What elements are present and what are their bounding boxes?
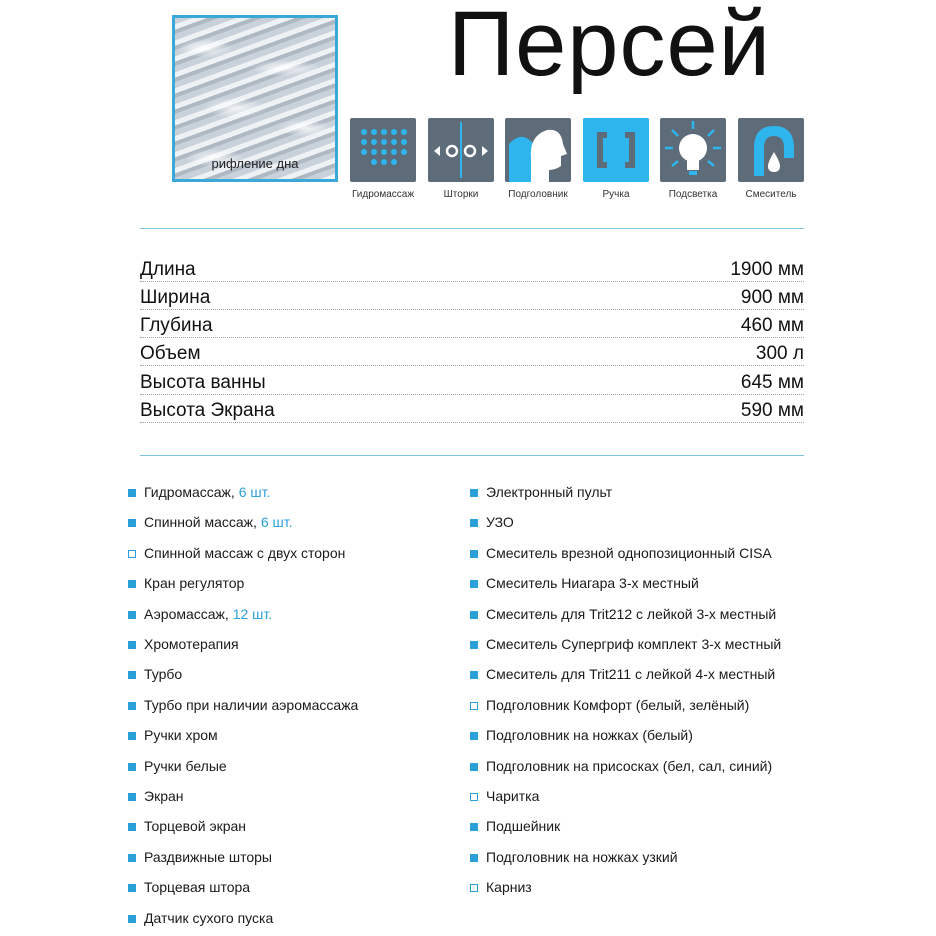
filled-square-icon (128, 915, 136, 923)
feature-text: Ручки хром (144, 727, 218, 744)
spec-label: Объем (140, 343, 205, 365)
icon-label-light: Подсветка (668, 189, 718, 200)
filled-square-icon (470, 580, 478, 588)
filled-square-icon (470, 550, 478, 558)
filled-square-icon (128, 702, 136, 710)
feature-text: Смеситель для Trit211 с лейкой 4-х местный (486, 666, 776, 683)
filled-square-icon (470, 641, 478, 649)
filled-square-icon (128, 671, 136, 679)
filled-square-icon (128, 732, 136, 740)
faucet-icon (738, 118, 804, 182)
feature-text: Спинной массаж, 6 шт. (144, 514, 293, 531)
feature-text: Экран (144, 788, 184, 804)
feature-text: Гидромассаж, 6 шт. (144, 484, 271, 500)
feature-text: Смеситель Ниагара 3-х местный (486, 575, 699, 592)
feature-text: Электронный пульт (486, 484, 613, 500)
spec-row (140, 372, 804, 400)
filled-square-icon (470, 823, 478, 831)
spec-label: Ширина (140, 287, 214, 309)
icon-label-handle: Ручка (602, 189, 630, 200)
feature-text: Аэромассаж, 12 шт. (144, 605, 273, 622)
feature-quantity: 12 шт. (232, 605, 273, 622)
spec-value: 590 мм (737, 400, 804, 422)
spec-row (140, 287, 804, 315)
feature-text: Подголовник Комфорт (белый, зелёный) (486, 696, 750, 713)
leader-dots (140, 337, 804, 338)
filled-square-icon (128, 884, 136, 892)
spec-row (140, 315, 804, 343)
feature-text: УЗО (486, 514, 514, 531)
feature-text: Смеситель для Trit212 с лейкой 3-х местный (486, 605, 777, 622)
empty-square-icon (128, 550, 136, 558)
filled-square-icon (470, 519, 478, 527)
feature-text: Смеситель врезной однопозиционный CISA (486, 544, 772, 561)
feature-text: Датчик сухого пуска (144, 909, 274, 926)
filled-square-icon (470, 732, 478, 740)
page-title: Персей (448, 0, 772, 95)
spec-value: 300 л (752, 343, 804, 365)
feature-text: Подшейник (486, 818, 561, 835)
filled-square-icon (470, 854, 478, 862)
feature-text: Хромотерапия (144, 636, 239, 652)
feature-text: Турбо (144, 666, 183, 683)
headrest-icon (505, 118, 571, 182)
feature-text: Торцевая штора (144, 879, 251, 896)
feature-text: Подголовник на ножках (белый) (486, 727, 693, 744)
divider-top (140, 228, 804, 229)
feature-text: Подголовник на присосках (бел, сал, синий) (486, 757, 773, 774)
filled-square-icon (470, 763, 478, 771)
spec-value: 900 мм (737, 287, 804, 309)
spec-value: 645 мм (737, 372, 804, 394)
filled-square-icon (470, 611, 478, 619)
icon-label-hydromassage: Гидромассаж (351, 189, 415, 200)
spec-label: Длина (140, 259, 200, 281)
feature-text: Раздвижные шторы (144, 848, 272, 865)
curtains-icon (428, 118, 494, 182)
feature-quantity: 6 шт. (238, 484, 271, 500)
feature-text: Спинной массаж с двух сторон (144, 544, 346, 561)
feature-text: Карниз (486, 879, 532, 896)
leader-dots (140, 422, 804, 423)
spec-row (140, 400, 804, 428)
filled-square-icon (470, 489, 478, 497)
feature-text: Ручки белые (144, 757, 227, 774)
filled-square-icon (128, 793, 136, 801)
feature-text: Чаритка (486, 788, 540, 804)
leader-dots (140, 365, 804, 366)
spec-label: Высота ванны (140, 372, 270, 394)
feature-quantity: 6 шт. (260, 514, 293, 531)
spec-row (140, 343, 804, 371)
filled-square-icon (128, 854, 136, 862)
hydromassage-icon (350, 118, 416, 182)
filled-square-icon (128, 641, 136, 649)
filled-square-icon (128, 519, 136, 527)
light-icon (660, 118, 726, 182)
empty-square-icon (470, 884, 478, 892)
empty-square-icon (470, 702, 478, 710)
icon-label-faucet: Смеситель (745, 189, 797, 200)
icon-label-headrest: Подголовник (508, 189, 568, 200)
feature-text: Подголовник на ножках узкий (486, 848, 678, 865)
leader-dots (140, 281, 804, 282)
feature-text: Кран регулятор (144, 575, 245, 592)
spec-value: 460 мм (737, 315, 804, 337)
filled-square-icon (128, 489, 136, 497)
icon-label-curtains: Шторки (443, 189, 479, 200)
spec-label: Глубина (140, 315, 217, 337)
leader-dots (140, 394, 804, 395)
leader-dots (140, 309, 804, 310)
spec-value: 1900 мм (726, 259, 804, 281)
swatch-label: рифление дна (211, 156, 299, 171)
feature-text: Торцевой экран (144, 818, 247, 835)
filled-square-icon (128, 611, 136, 619)
empty-square-icon (470, 793, 478, 801)
feature-text: Смеситель Супергриф комплект 3-х местный (486, 636, 782, 652)
spec-label: Высота Экрана (140, 400, 279, 422)
spec-row (140, 259, 804, 287)
texture-swatch (172, 15, 338, 182)
divider-bottom (140, 455, 804, 456)
feature-text: Турбо при наличии аэромассажа (144, 696, 359, 713)
filled-square-icon (128, 580, 136, 588)
handle-icon (583, 118, 649, 182)
filled-square-icon (128, 823, 136, 831)
filled-square-icon (128, 763, 136, 771)
filled-square-icon (470, 671, 478, 679)
